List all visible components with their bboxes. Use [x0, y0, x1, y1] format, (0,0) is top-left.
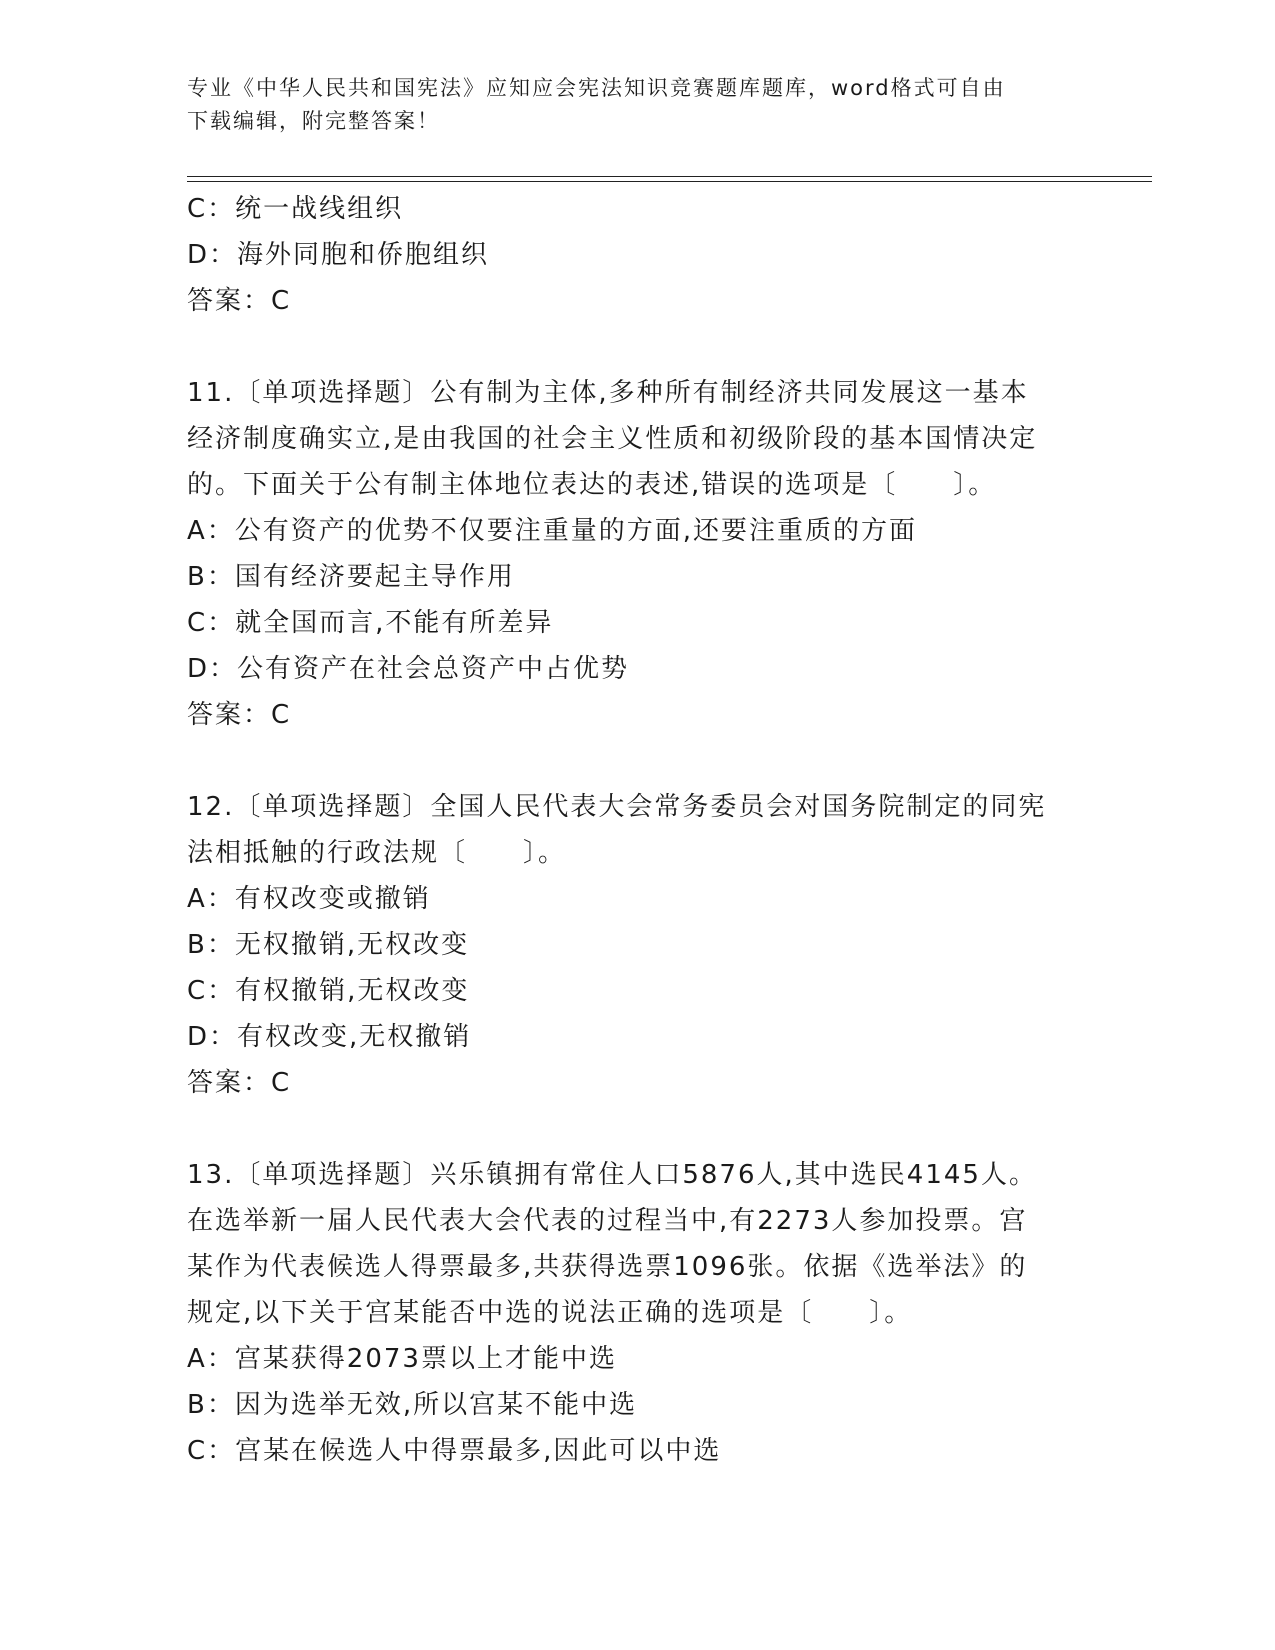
answer: 答案：C [187, 1068, 292, 1098]
answer: 答案：C [187, 700, 292, 730]
question-stem-line: 在选举新一届人民代表大会代表的过程当中,有2273人参加投票。宫 [187, 1206, 1028, 1236]
spacer [187, 738, 1067, 784]
option-a: A：公有资产的优势不仅要注重量的方面,还要注重质的方面 [187, 516, 918, 546]
option-d: D：公有资产在社会总资产中占优势 [187, 654, 630, 684]
header-line-2: 下载编辑，附完整答案！ [187, 109, 440, 133]
question-stem-line: 法相抵触的行政法规〔 〕。 [187, 838, 567, 868]
answer: 答案：C [187, 286, 292, 316]
header-divider [187, 176, 1152, 182]
question-stem-line: 12.〔单项选择题〕全国人民代表大会常务委员会对国务院制定的同宪 [187, 792, 1047, 822]
spacer [187, 324, 1067, 370]
question-12 [187, 784, 1067, 1106]
option-b: B：国有经济要起主导作用 [187, 562, 515, 592]
question-stem-line: 11.〔单项选择题〕公有制为主体,多种所有制经济共同发展这一基本 [187, 378, 1029, 408]
option-c: C：统一战线组织 [187, 194, 404, 224]
question-10-tail [187, 186, 1067, 324]
spacer [187, 1106, 1067, 1152]
question-stem-line: 13.〔单项选择题〕兴乐镇拥有常住人口5876人,其中选民4145人。 [187, 1160, 1037, 1190]
header-line-1: 专业《中华人民共和国宪法》应知应会宪法知识竞赛题库题库，word格式可自由 [187, 76, 1006, 100]
question-stem-line: 某作为代表候选人得票最多,共获得选票1096张。依据《选举法》的 [187, 1252, 1028, 1282]
option-c: C：有权撤销,无权改变 [187, 976, 470, 1006]
question-13 [187, 1152, 1067, 1474]
option-a: A：有权改变或撤销 [187, 884, 431, 914]
question-stem-line: 规定,以下关于宫某能否中选的说法正确的选项是〔 〕。 [187, 1298, 913, 1328]
option-d: D：海外同胞和侨胞组织 [187, 240, 490, 270]
option-b: B：因为选举无效,所以宫某不能中选 [187, 1390, 638, 1420]
question-stem-line: 的。下面关于公有制主体地位表达的表述,错误的选项是〔 〕。 [187, 470, 997, 500]
option-c: C：就全国而言,不能有所差异 [187, 608, 554, 638]
document-body [187, 186, 1067, 1474]
option-b: B：无权撤销,无权改变 [187, 930, 470, 960]
option-d: D：有权改变,无权撤销 [187, 1022, 472, 1052]
option-c: C：宫某在候选人中得票最多,因此可以中选 [187, 1436, 722, 1466]
question-11 [187, 370, 1067, 738]
question-stem-line: 经济制度确实立,是由我国的社会主义性质和初级阶段的基本国情决定 [187, 424, 1038, 454]
option-a: A：宫某获得2073票以上才能中选 [187, 1344, 617, 1374]
document-header [187, 72, 1067, 138]
